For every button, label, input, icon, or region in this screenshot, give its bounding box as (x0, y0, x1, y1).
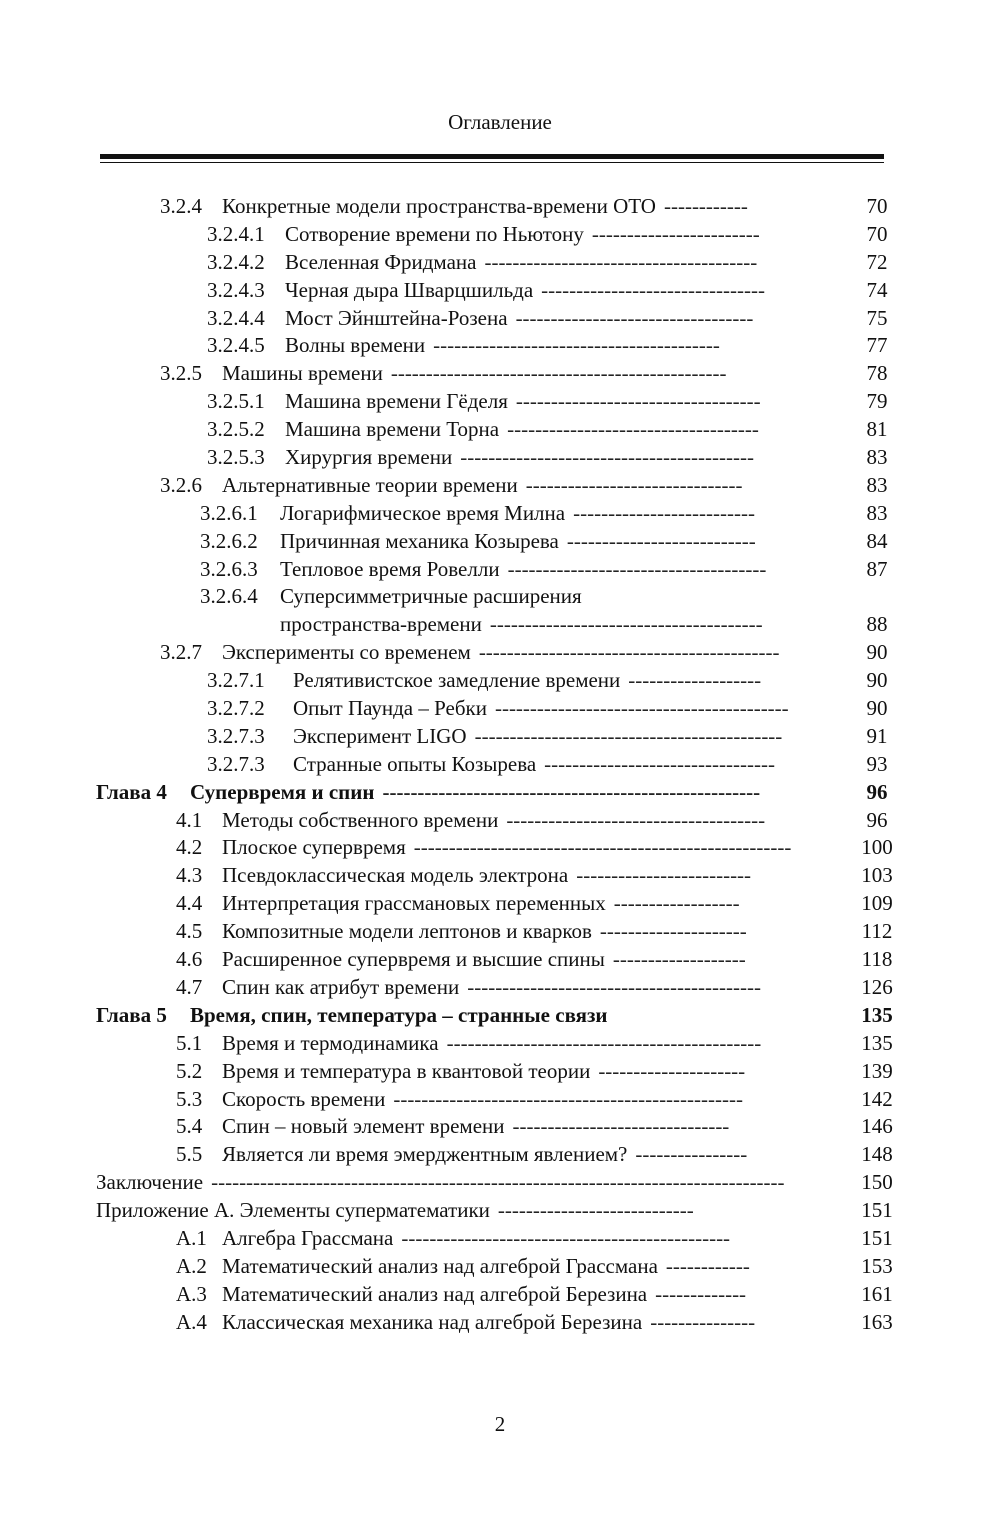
toc-entry-page: 135 (861, 1002, 893, 1027)
toc-entry-title: Альтернативные теории времени (222, 472, 518, 497)
toc-entry (0, 583, 1000, 611)
toc-entry-number: 5.5 (176, 1142, 203, 1167)
toc-entry-leader: ------------------------------------------ (460, 445, 754, 470)
toc-entry-leader: --------------------- (598, 1058, 746, 1083)
toc-entry-leader: ------------------------------------------------------ (382, 779, 761, 804)
toc-entry-title: Черная дыра Шварцшильда (285, 277, 534, 302)
toc-entry (0, 416, 1000, 444)
toc-entry (0, 1309, 1000, 1337)
toc-entry (0, 1225, 1000, 1253)
toc-entry-leader: ---------------------------- (497, 1198, 694, 1223)
toc-entry-leader: ------------------------------------------ (494, 696, 789, 721)
toc-entry-page: 83 (866, 472, 888, 497)
toc-entry-title: Время, спин, температура – странные связи (190, 1002, 608, 1027)
toc-entry-page: 150 (861, 1170, 893, 1195)
toc-entry-page: 93 (866, 751, 888, 776)
toc-entry (0, 1002, 1000, 1030)
toc-entry-leader: ---------------- (635, 1142, 748, 1167)
toc-entry-page: 118 (861, 947, 893, 972)
toc-entry-title: Методы собственного времени (222, 807, 499, 832)
toc-entry (0, 807, 1000, 835)
toc-entry-page: 112 (861, 919, 893, 944)
toc-entry-number: 3.2.5.2 (207, 417, 265, 442)
toc-entry-leader: ------------ (665, 1253, 750, 1278)
toc-entry-number: 4.5 (176, 919, 203, 944)
toc-entry-title: Мост Эйнштейна-Розена (285, 305, 508, 330)
toc-entry-title: Сотворение времени по Ньютону (285, 221, 584, 246)
toc-entry (0, 444, 1000, 472)
toc-entry (0, 221, 1000, 249)
toc-entry-leader: ------------------------ (591, 221, 760, 246)
header-rule-thick (100, 154, 884, 159)
toc-entry-number: 3.2.4.1 (207, 221, 265, 246)
toc-entry-leader: ------------------------------------------- (478, 640, 780, 665)
toc-entry-number: 4.4 (176, 891, 203, 916)
toc-entry (0, 472, 1000, 500)
toc-entry-number: 3.2.6 (160, 472, 202, 497)
toc-entry-number: 5.4 (176, 1114, 203, 1139)
toc-entry-title: Спин как атрибут времени (222, 974, 460, 999)
toc-entry-number: 3.2.5.3 (207, 445, 265, 470)
toc-entry-leader: ----------------------------------------------- (401, 1225, 731, 1250)
toc-entry-page: 79 (866, 389, 888, 414)
toc-entry-number: 3.2.4.5 (207, 333, 265, 358)
toc-entry-title: Псевдоклассическая модель электрона (222, 863, 569, 888)
toc-entry-title: Скорость времени (222, 1086, 386, 1111)
toc-entry-leader: --------------------------------- (544, 751, 775, 776)
toc-entry-leader: --------------------------------------------- (446, 1030, 762, 1055)
toc-entry-title: Эксперименты со временем (222, 640, 471, 665)
toc-entry (0, 611, 1000, 639)
toc-entry-leader: ------------------- (628, 668, 762, 693)
toc-entry (0, 862, 1000, 890)
toc-entry-title: Странные опыты Козырева (293, 751, 537, 776)
toc-entry-number: 5.2 (176, 1058, 203, 1083)
toc-entry-leader: ----------------------------------------- (433, 333, 720, 358)
toc-entry-number: 3.2.6.2 (200, 528, 258, 553)
toc-entry-title: Опыт Паунда – Ребки (293, 696, 487, 721)
toc-entry-number: А.2 (176, 1253, 207, 1278)
toc-entry-leader: ------------------------------- (512, 1114, 730, 1139)
toc-entry-title: Тепловое время Ровелли (280, 556, 500, 581)
toc-entry (0, 1113, 1000, 1141)
toc-entry (0, 1197, 1000, 1225)
toc-entry-title: Приложение А. Элементы суперматематики (96, 1198, 490, 1223)
toc-entry-number: 3.2.6.1 (200, 500, 258, 525)
toc-entry-page: 151 (861, 1198, 893, 1223)
toc-entry-page: 100 (861, 835, 893, 860)
toc-entry (0, 332, 1000, 360)
toc-entry-page: 96 (866, 807, 888, 832)
toc-entry-title: Супервремя и спин (190, 779, 375, 804)
toc-entry-page: 109 (861, 891, 893, 916)
page-header-title: Оглавление (448, 110, 552, 134)
toc-entry-title: Суперсимметричные расширения (280, 584, 582, 609)
toc-entry-number: 4.7 (176, 974, 203, 999)
toc-entry-title: Спин – новый элемент времени (222, 1114, 505, 1139)
toc-entry (0, 1253, 1000, 1281)
toc-entry-leader: ------------- (655, 1281, 747, 1306)
toc-entry-title: Хирургия времени (285, 445, 453, 470)
toc-entry-title: Расширенное супервремя и высшие спины (222, 947, 605, 972)
toc-entry-page: 91 (866, 723, 888, 748)
toc-entry-number: 4.3 (176, 863, 203, 888)
toc-entry-page: 75 (866, 305, 888, 330)
toc-entry (0, 277, 1000, 305)
toc-entry-number: 3.2.7.1 (207, 668, 265, 693)
toc-entry-title: Плоское супервремя (222, 835, 406, 860)
toc-entry-leader: --------------------------------------- (484, 249, 758, 274)
toc-entry-page: 153 (861, 1253, 893, 1278)
toc-entry (0, 1058, 1000, 1086)
toc-entry-number: А.1 (176, 1225, 207, 1250)
toc-entry-leader: -------------------------------- (541, 277, 765, 302)
toc-entry-page: 103 (861, 863, 893, 888)
toc-entry-title: Композитные модели лептонов и кварков (222, 919, 592, 944)
toc-entry-leader: ----------------------------------- (515, 389, 761, 414)
toc-entry (0, 751, 1000, 779)
toc-entry-number: 3.2.7.2 (207, 696, 265, 721)
toc-entry-leader: ------------------- (612, 947, 746, 972)
table-of-contents (0, 193, 1000, 1337)
toc-entry-number: 3.2.6.3 (200, 556, 258, 581)
toc-entry (0, 890, 1000, 918)
toc-entry-number: Глава 5 (96, 1002, 167, 1027)
toc-entry (0, 1086, 1000, 1114)
toc-entry-title: Классическая механика над алгеброй Березина (222, 1309, 643, 1334)
toc-entry (0, 528, 1000, 556)
toc-entry-title: Заключение (96, 1170, 204, 1195)
toc-entry-title: Машины времени (222, 361, 383, 386)
toc-entry-page: 70 (866, 221, 888, 246)
toc-entry-page: 72 (866, 249, 888, 274)
toc-entry-title: Время и температура в квантовой теории (222, 1058, 591, 1083)
toc-entry-page: 135 (861, 1030, 893, 1055)
toc-entry-leader: --------------------------- (566, 528, 756, 553)
toc-entry-leader: -------------------------- (573, 500, 755, 525)
toc-entry-leader: ------------------------------------------ (467, 974, 761, 999)
toc-entry-page: 90 (866, 696, 888, 721)
toc-entry-leader: ------------------ (613, 891, 740, 916)
toc-entry-page: 146 (861, 1114, 893, 1139)
toc-entry-title: Вселенная Фридмана (285, 249, 477, 274)
toc-entry (0, 974, 1000, 1002)
toc-entry-page: 83 (866, 500, 888, 525)
toc-entry-title: Математический анализ над алгеброй Березина (222, 1281, 648, 1306)
toc-entry-number: 3.2.7 (160, 640, 202, 665)
toc-entry-leader: -------------------------------------------------- (393, 1086, 743, 1111)
toc-entry-title: Является ли время эмерджентным явлением? (222, 1142, 628, 1167)
toc-entry-leader: ------------ (663, 194, 748, 218)
toc-entry-title: Время и термодинамика (222, 1030, 439, 1055)
toc-entry-leader: ------------------------------------------------ (390, 361, 727, 386)
toc-entry-page: 142 (861, 1086, 893, 1111)
toc-entry (0, 1169, 1000, 1197)
toc-entry-number: 4.1 (176, 807, 203, 832)
toc-entry-page: 139 (861, 1058, 893, 1083)
toc-entry-page: 87 (866, 556, 888, 581)
toc-entry-page: 90 (866, 640, 888, 665)
toc-entry-title: Релятивистское замедление времени (293, 668, 621, 693)
toc-entry-number: 3.2.4.2 (207, 249, 265, 274)
toc-entry-leader: ---------------------------------------------------------------------------------- (211, 1170, 785, 1195)
toc-entry-title: Интерпретация грассмановых переменных (222, 891, 606, 916)
toc-entry (0, 305, 1000, 333)
toc-entry-page: 148 (861, 1142, 893, 1167)
toc-entry-leader: --------------- (650, 1309, 756, 1334)
toc-entry-title: Машина времени Гёделя (285, 389, 508, 414)
toc-entry-leader: ---------------------------------- (515, 305, 754, 330)
toc-entry-number: 3.2.7.3 (207, 751, 265, 776)
header-rule-thin (100, 162, 884, 163)
toc-entry-number: 3.2.4.4 (207, 305, 265, 330)
page-number: 2 (494, 1412, 506, 1436)
toc-entry-page: 126 (861, 974, 893, 999)
toc-entry-page: 88 (866, 612, 888, 637)
toc-entry-number: 3.2.6.4 (200, 584, 258, 609)
toc-entry (0, 1281, 1000, 1309)
toc-entry-number: 5.1 (176, 1030, 203, 1055)
toc-entry-number: 3.2.4 (160, 194, 202, 218)
toc-entry-leader: ------------------------------------- (506, 807, 766, 832)
toc-entry-number: 3.2.5.1 (207, 389, 265, 414)
toc-entry (0, 723, 1000, 751)
toc-entry-page: 161 (861, 1281, 893, 1306)
toc-entry-leader: --------------------------------------- (489, 612, 763, 637)
toc-entry-number: Глава 4 (96, 779, 167, 804)
toc-entry (0, 1141, 1000, 1169)
toc-entry-title: Алгебра Грассмана (222, 1225, 394, 1250)
toc-entry-page: 70 (866, 194, 888, 218)
toc-entry-number: 3.2.7.3 (207, 723, 265, 748)
toc-entry-page: 74 (866, 277, 888, 302)
toc-entry-page: 81 (866, 417, 888, 442)
toc-entry-leader: --------------------- (599, 919, 747, 944)
toc-entry (0, 500, 1000, 528)
toc-entry-title: Причинная механика Козырева (280, 528, 559, 553)
toc-entry-title: Машина времени Торна (285, 417, 500, 442)
toc-entry (0, 1030, 1000, 1058)
toc-entry-page: 83 (866, 445, 888, 470)
toc-entry-title: Логарифмическое время Милна (280, 500, 566, 525)
toc-entry-leader: ------------------------------------- (507, 556, 767, 581)
toc-entry-title: Математический анализ над алгеброй Грассмана (222, 1253, 658, 1278)
toc-entry-page: 163 (861, 1309, 893, 1334)
toc-entry-leader: ------------------------- (576, 863, 752, 888)
toc-entry-title: Эксперимент LIGO (293, 723, 467, 748)
toc-entry-number: А.3 (176, 1281, 207, 1306)
toc-entry (0, 946, 1000, 974)
toc-entry-page: 77 (866, 333, 888, 358)
toc-entry-number: 4.6 (176, 947, 203, 972)
toc-entry-title: Волны времени (285, 333, 426, 358)
toc-entry (0, 667, 1000, 695)
toc-entry-number: 3.2.5 (160, 361, 202, 386)
toc-entry (0, 556, 1000, 584)
toc-entry-page: 96 (866, 779, 888, 804)
toc-entry-leader: -------------------------------------------- (474, 723, 783, 748)
toc-entry (0, 193, 1000, 221)
toc-entry (0, 779, 1000, 807)
toc-entry-number: 4.2 (176, 835, 203, 860)
toc-entry-leader: ------------------------------------ (507, 417, 759, 442)
toc-entry (0, 360, 1000, 388)
toc-entry-number: 5.3 (176, 1086, 203, 1111)
toc-entry (0, 918, 1000, 946)
toc-entry-page: 90 (866, 668, 888, 693)
toc-entry-leader: ------------------------------- (525, 472, 743, 497)
toc-entry (0, 249, 1000, 277)
toc-entry-title: пространства-времени (280, 612, 482, 637)
toc-entry (0, 695, 1000, 723)
toc-entry-number: А.4 (176, 1309, 207, 1334)
toc-entry (0, 388, 1000, 416)
toc-entry (0, 834, 1000, 862)
toc-entry-leader: ------------------------------------------------------ (413, 835, 792, 860)
toc-entry-page: 84 (866, 528, 888, 553)
toc-entry-page: 151 (861, 1225, 893, 1250)
toc-entry-title: Конкретные модели пространства-времени ОТО (222, 194, 656, 218)
toc-entry-page: 78 (866, 361, 888, 386)
toc-entry-number: 3.2.4.3 (207, 277, 265, 302)
toc-entry (0, 639, 1000, 667)
